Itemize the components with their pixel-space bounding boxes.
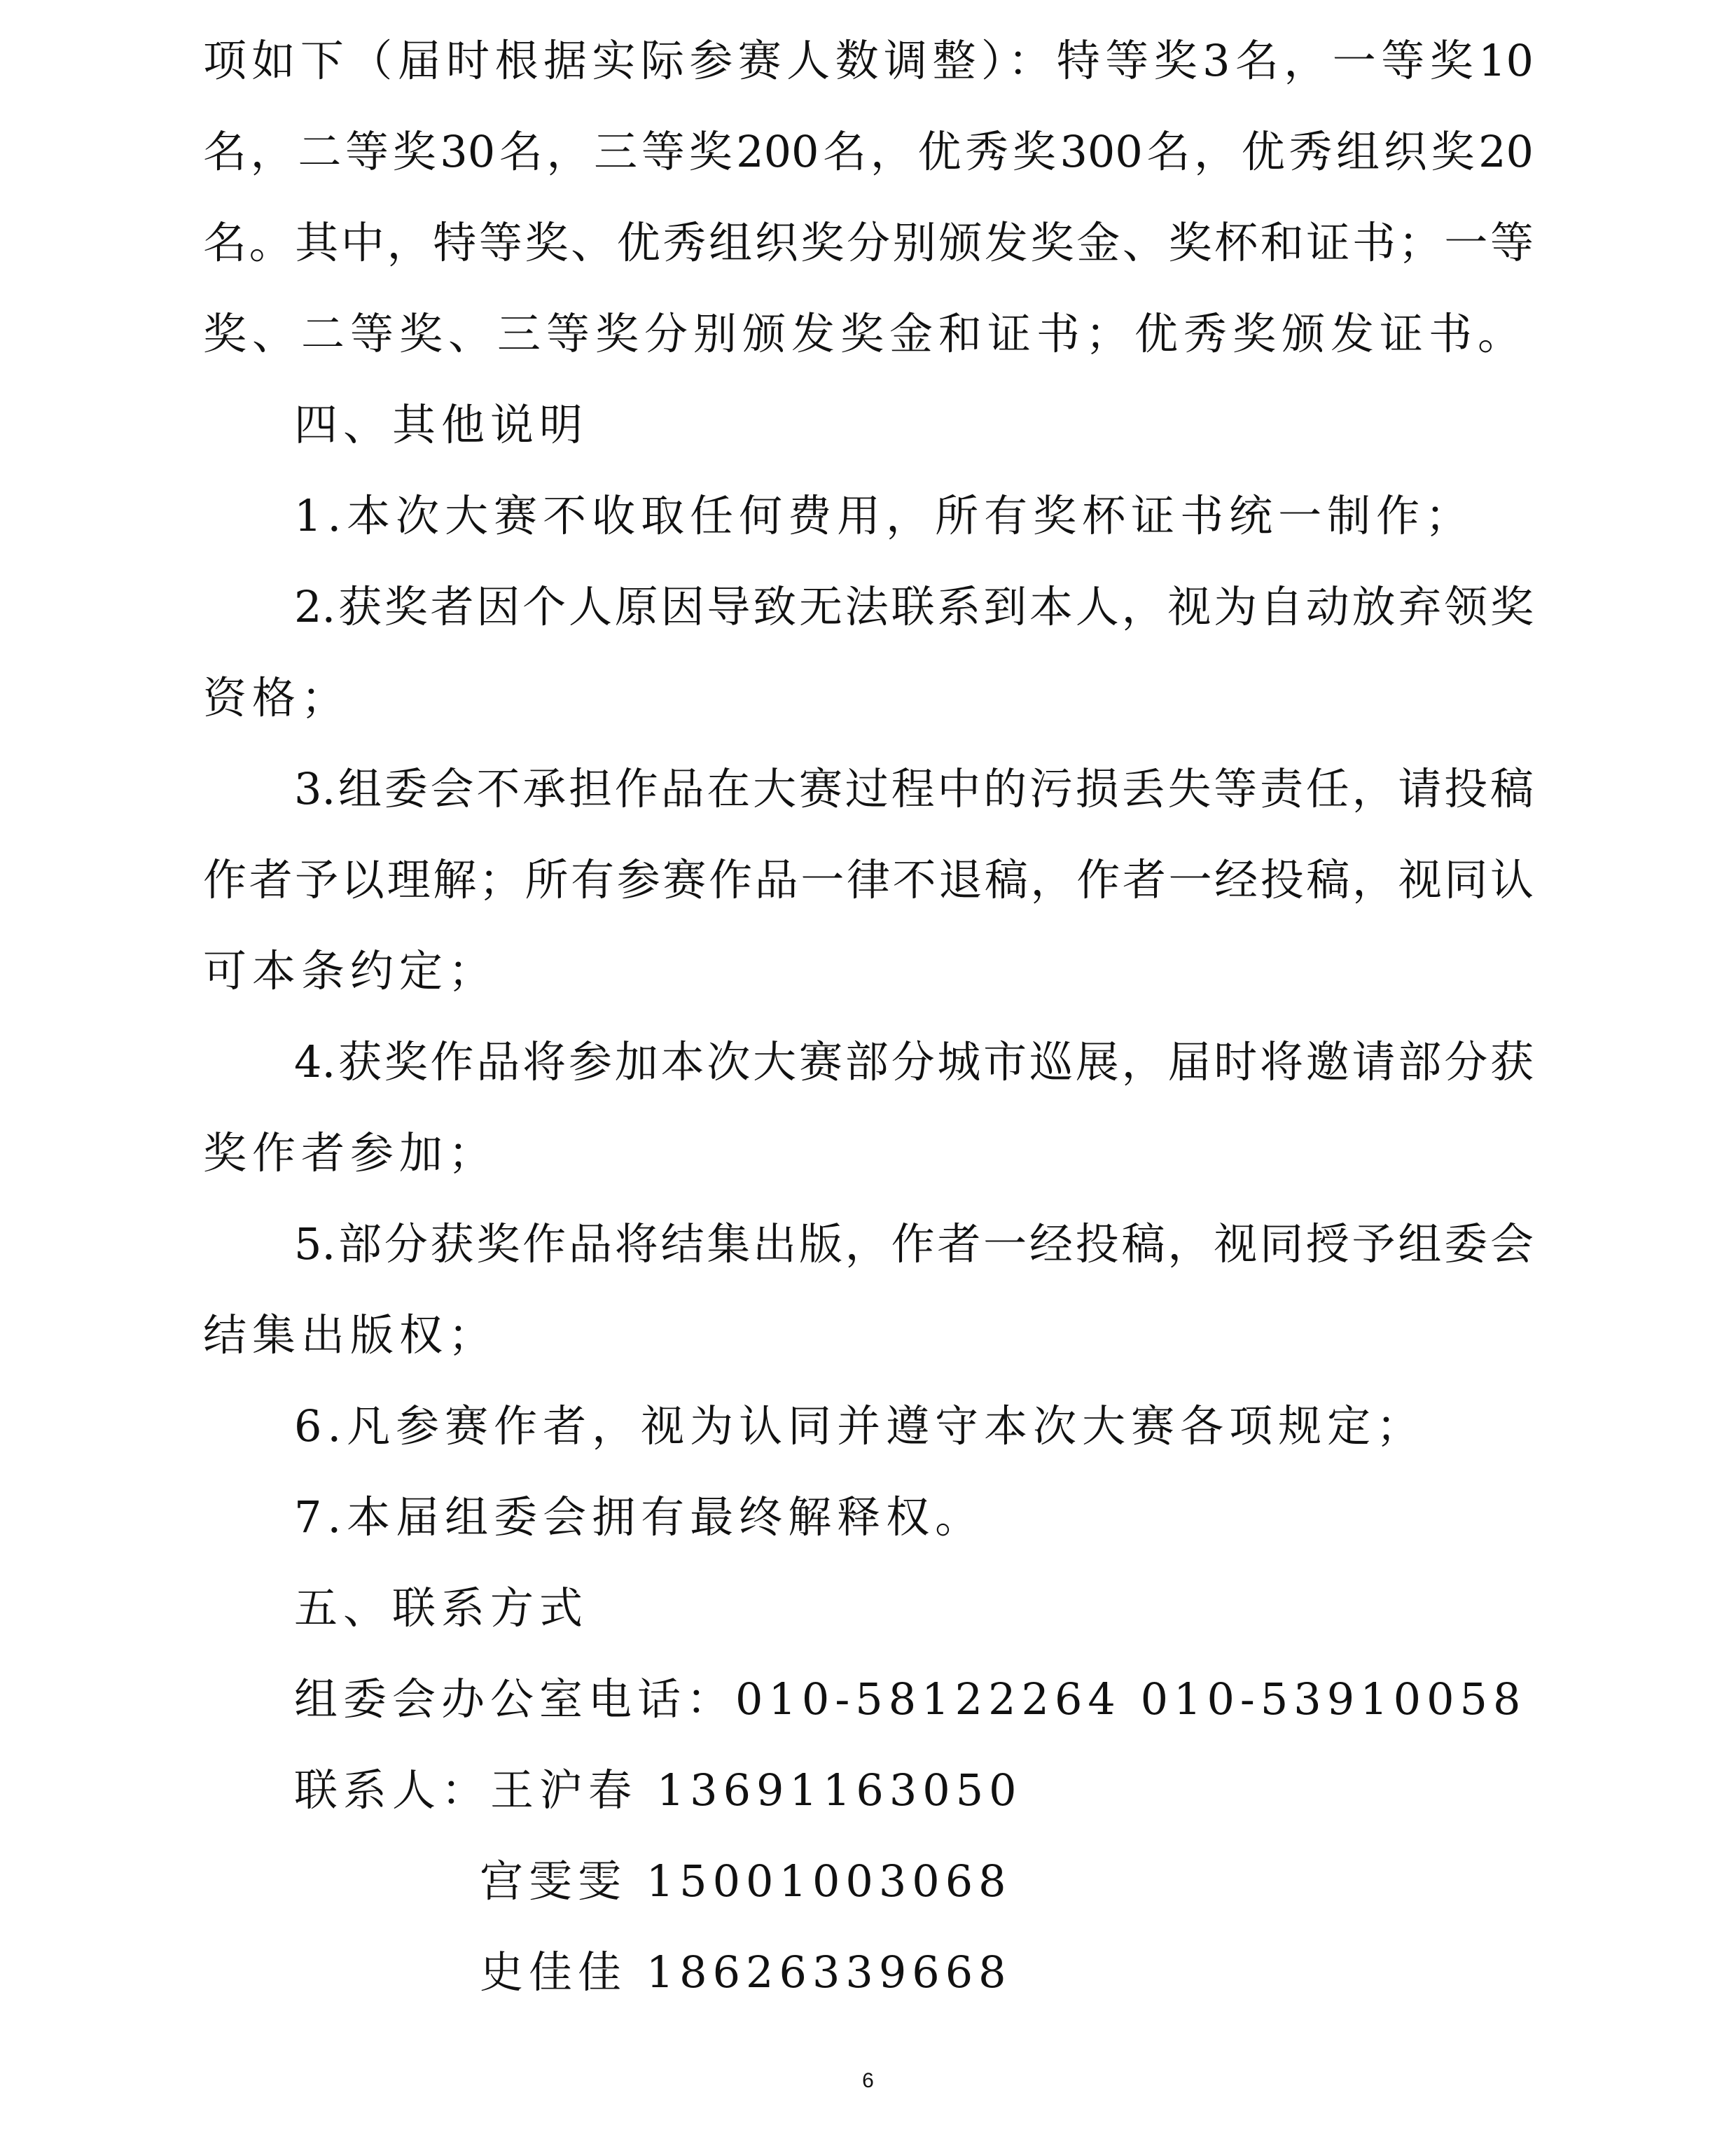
- item-4-line-1: 4.获奖作品将参加本次大赛部分城市巡展，届时将邀请部分获: [294, 1036, 1534, 1087]
- section-5-heading: 五、联系方式: [294, 1582, 589, 1634]
- awards-paragraph-line-1: 项如下（届时根据实际参赛人数调整）：特等奖3名，一等奖10: [203, 35, 1534, 86]
- office-phone: 组委会办公室电话：010-58122264 010-53910058: [294, 1673, 1527, 1725]
- item-2-line-1: 2.获奖者因个人原因导致无法联系到本人，视为自动放弃领奖: [294, 581, 1534, 632]
- item-7-line-1: 7.本届组委会拥有最终解释权。: [294, 1491, 985, 1543]
- awards-paragraph-line-4: 奖、二等奖、三等奖分别颁发奖金和证书；优秀奖颁发证书。: [203, 308, 1527, 359]
- item-1-line-1: 1.本次大赛不收取任何费用，所有奖杯证书统一制作；: [294, 490, 1475, 541]
- section-4-heading: 四、其他说明: [294, 399, 589, 450]
- item-3-line-2: 作者予以理解；所有参赛作品一律不退稿，作者一经投稿，视同认: [203, 854, 1534, 905]
- item-3-line-1: 3.组委会不承担作品在大赛过程中的污损丢失等责任，请投稿: [294, 763, 1534, 814]
- awards-paragraph-line-2: 名，二等奖30名，三等奖200名，优秀奖300名，优秀组织奖20: [203, 126, 1534, 177]
- contact-person-1: 联系人：王沪春 13691163050: [294, 1764, 1022, 1816]
- awards-paragraph-line-3: 名。其中，特等奖、优秀组织奖分别颁发奖金、奖杯和证书；一等: [203, 217, 1534, 268]
- item-4-line-2: 奖作者参加；: [203, 1127, 498, 1178]
- item-6-line-1: 6.凡参赛作者，视为认同并遵守本次大赛各项规定；: [294, 1400, 1426, 1452]
- item-5-line-2: 结集出版权；: [203, 1309, 498, 1360]
- contact-person-3: 史佳佳 18626339668: [480, 1947, 1012, 1998]
- item-2-line-2: 资格；: [203, 672, 351, 723]
- item-3-line-3: 可本条约定；: [203, 945, 498, 996]
- contact-person-2: 宫雯雯 15001003068: [480, 1856, 1012, 1907]
- page-number: 6: [862, 2069, 874, 2092]
- item-5-line-1: 5.部分获奖作品将结集出版，作者一经投稿，视同授予组委会: [294, 1218, 1534, 1269]
